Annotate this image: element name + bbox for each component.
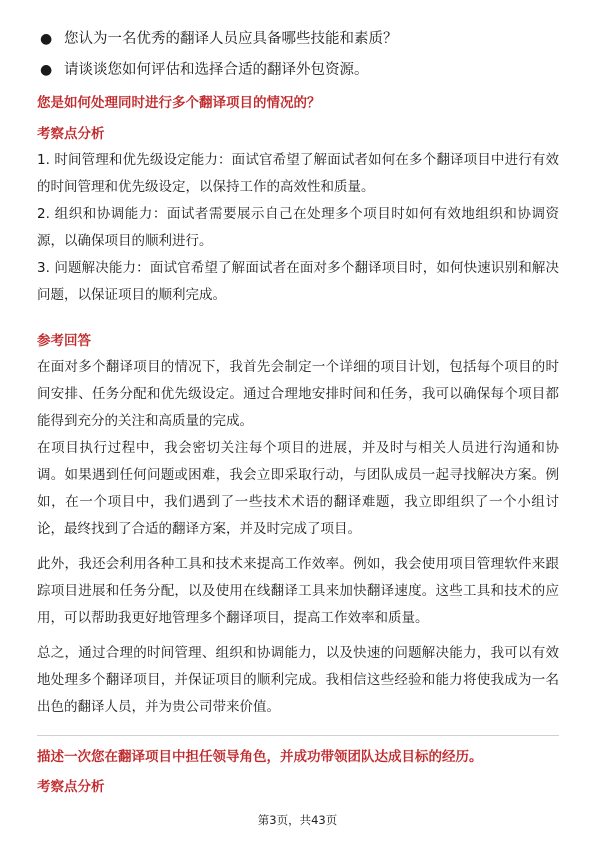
analysis-point: 1. 时间管理和优先级设定能力：面试官希望了解面试者如何在多个翻译项目中进行有效的时间管理和优先级设定，以保持工作的高效性和质量。 (37, 152, 559, 195)
bullet-text: 您认为一名优秀的翻译人员应具备哪些技能和素质？ (64, 31, 398, 47)
page-number: 第3页，共43页 (257, 813, 338, 827)
answer-paragraph: 在项目执行过程中，我会密切关注每个项目的进展，并及时与相关人员进行沟通和协调。如果遇到任何问题或困难，我会立即采取行动，与团队成员一起寻找解决方案。例如，在一个项目中，我们遇到了一些技术术语的翻译难题，我立即组织了一个小组讨论，最终找到了合适的翻译方案，并及时完成了项目。 (37, 440, 559, 537)
list-item (40, 55, 570, 86)
analysis-heading: 考察点分析 (37, 779, 105, 795)
answer-paragraph: 在面对多个翻译项目的情况下，我首先会制定一个详细的项目计划，包括每个项目的时间安排、任务分配和优先级设定。通过合理地安排时间和任务，我可以确保每个项目都能得到充分的关注和高质量的完成。 (37, 359, 559, 429)
bullet-dot-icon: ● (40, 31, 53, 47)
answer-paragraph: 总之，通过合理的时间管理、组织和协调能力，以及快速的问题解决能力，我可以有效地处理多个翻译项目，并保证项目的顺利完成。我相信这些经验和能力将使我成为一名出色的翻译人员，并为贵公司带来价值。 (37, 645, 559, 715)
question-title: 您是如何处理同时进行多个翻译项目的情况的？ (37, 95, 321, 111)
bullet-dot-icon: ● (40, 62, 53, 78)
question-title: 描述一次您在翻译项目中担任领导角色，并成功带领团队达成目标的经历。 (37, 749, 483, 765)
bullet-text: 请谈谈您如何评估和选择合适的翻译外包资源。 (64, 62, 369, 78)
answer-paragraph: 此外，我还会利用各种工具和技术来提高工作效率。例如，我会使用项目管理软件来跟踪项目进展和任务分配，以及使用在线翻译工具来加快翻译速度。这些工具和技术的应用，可以帮助我更好地管理多个翻译项目，提高工作效率和质量。 (37, 556, 559, 626)
answer-heading: 参考回答 (37, 333, 91, 349)
bullet-list (40, 24, 570, 86)
analysis-point: 3. 问题解决能力：面试官希望了解面试者在面对多个翻译项目时，如何快速识别和解决问题，以保证项目的顺利完成。 (37, 260, 559, 303)
analysis-heading: 考察点分析 (37, 126, 105, 142)
list-item (40, 24, 570, 55)
section-divider (37, 735, 559, 736)
analysis-point: 2. 组织和协调能力：面试者需要展示自己在处理多个项目时如何有效地组织和协调资源，以确保项目的顺利进行。 (37, 206, 559, 249)
